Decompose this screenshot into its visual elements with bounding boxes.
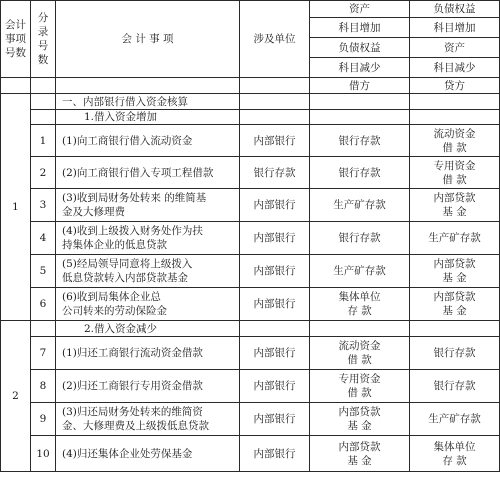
entry-description: (6)收到局集体企业总 公司转来的劳动保险金 [56, 288, 240, 321]
header-event-number: 会计 事项 号数 [1, 1, 31, 78]
blank-cell [310, 110, 410, 125]
entry-description: (4)收到上级拨入财务处作为扶 持集体企业的低息贷款 [56, 222, 240, 255]
table-row [1, 436, 500, 472]
entry-debit: 专用资金 借 款 [310, 370, 410, 403]
entry-number: 3 [31, 189, 56, 222]
table-row [1, 125, 500, 157]
entry-debit: 银行存款 [310, 222, 410, 255]
entry-debit: 银行存款 [310, 157, 410, 189]
entry-description: (4)归还集体企业处劳保基金 [56, 436, 240, 472]
table-row [1, 403, 500, 436]
entry-unit: 内部银行 [240, 403, 310, 436]
table-row [1, 222, 500, 255]
header-credit-line2: 科目增加 [410, 18, 500, 38]
table-row [1, 370, 500, 403]
blank-cell [31, 321, 56, 337]
entry-credit: 专用资金 借 款 [410, 157, 500, 189]
header-debit-line1: 资产 [310, 1, 410, 18]
entry-credit: 银行存款 [410, 337, 500, 370]
entry-description: (1)归还工商银行流动资金借款 [56, 337, 240, 370]
entry-description: (2)向工商银行借入专项工程借款 [56, 157, 240, 189]
entry-unit: 内部银行 [240, 436, 310, 472]
entry-number: 9 [31, 403, 56, 436]
entry-credit: 生产矿存款 [410, 403, 500, 436]
entry-credit: 银行存款 [410, 370, 500, 403]
header-blank-shixiang [56, 78, 240, 94]
table-row [1, 255, 500, 288]
header-credit-line1: 负债权益 [410, 1, 500, 18]
blank-cell [240, 94, 310, 110]
entry-credit: 集体单位 存 款 [410, 436, 500, 472]
section-row-blank [31, 94, 56, 110]
entry-unit: 内部银行 [240, 189, 310, 222]
group-number-1: 1 [1, 94, 31, 321]
entry-number: 4 [31, 222, 56, 255]
header-debit-line4: 科目减少 [310, 58, 410, 78]
table-row [1, 189, 500, 222]
entry-unit: 内部银行 [240, 222, 310, 255]
blank-cell [310, 94, 410, 110]
header-entry-number: 分 录 号 数 [31, 1, 56, 78]
entry-description: (3)归还局财务处转来的维简资 金、大修理费及上级拨低息贷款 [56, 403, 240, 436]
entry-credit: 内部贷款 基 金 [410, 255, 500, 288]
entry-number: 2 [31, 157, 56, 189]
header-blank-danwei [240, 78, 310, 94]
entry-description: (3)收到局财务处转来 的维简基 金及大修理费 [56, 189, 240, 222]
entry-unit: 银行存款 [240, 157, 310, 189]
entry-description: (2)归还工商银行专用资金借款 [56, 370, 240, 403]
entry-unit: 内部银行 [240, 125, 310, 157]
header-accounting-event: 会 计 事 项 [56, 1, 240, 78]
section-title-main: 一、内部银行借入资金核算 [56, 94, 240, 110]
entry-credit: 生产矿存款 [410, 222, 500, 255]
table-row [1, 157, 500, 189]
group-number-2: 2 [1, 321, 31, 472]
header-involved-unit: 涉及单位 [240, 1, 310, 78]
blank-cell [410, 94, 500, 110]
entry-debit: 集体单位 存 款 [310, 288, 410, 321]
blank-cell [410, 321, 500, 337]
entry-number: 6 [31, 288, 56, 321]
blank-cell [31, 110, 56, 125]
section-title-increase: 1.借入资金增加 [56, 110, 240, 125]
entry-unit: 内部银行 [240, 370, 310, 403]
header-debit-side: 借方 [310, 78, 410, 94]
entry-number: 5 [31, 255, 56, 288]
entry-unit: 内部银行 [240, 337, 310, 370]
header-credit-side: 贷方 [410, 78, 500, 94]
entry-unit: 内部银行 [240, 288, 310, 321]
entry-number: 1 [31, 125, 56, 157]
entry-debit: 内部贷款 基 金 [310, 403, 410, 436]
entry-description: (1)向工商银行借入流动资金 [56, 125, 240, 157]
header-debit-line2: 科目增加 [310, 18, 410, 38]
header-debit-line3: 负债权益 [310, 38, 410, 58]
entry-description: (5)经局领导同意将上级拨入 低息贷款转入内部贷款基金 [56, 255, 240, 288]
blank-cell [310, 321, 410, 337]
entry-number: 8 [31, 370, 56, 403]
entry-unit: 内部银行 [240, 255, 310, 288]
entry-debit: 流动资金 借 款 [310, 337, 410, 370]
section-title-decrease: 2.借入资金减少 [56, 321, 240, 337]
entry-debit: 银行存款 [310, 125, 410, 157]
table-row [1, 337, 500, 370]
header-blank-hao [1, 78, 31, 94]
entry-debit: 生产矿存款 [310, 255, 410, 288]
header-credit-line4: 科目减少 [410, 58, 500, 78]
entry-credit: 内部贷款 基 金 [410, 288, 500, 321]
blank-cell [240, 110, 310, 125]
table-row [1, 288, 500, 321]
header-blank-fenlu [31, 78, 56, 94]
blank-cell [240, 321, 310, 337]
header-credit-line3: 资产 [410, 38, 500, 58]
entry-number: 7 [31, 337, 56, 370]
entry-debit: 内部贷款 基 金 [310, 436, 410, 472]
entry-credit: 内部贷款 基 金 [410, 189, 500, 222]
entry-credit: 流动资金 借 款 [410, 125, 500, 157]
entry-debit: 生产矿存款 [310, 189, 410, 222]
entry-number: 10 [31, 436, 56, 472]
blank-cell [410, 110, 500, 125]
